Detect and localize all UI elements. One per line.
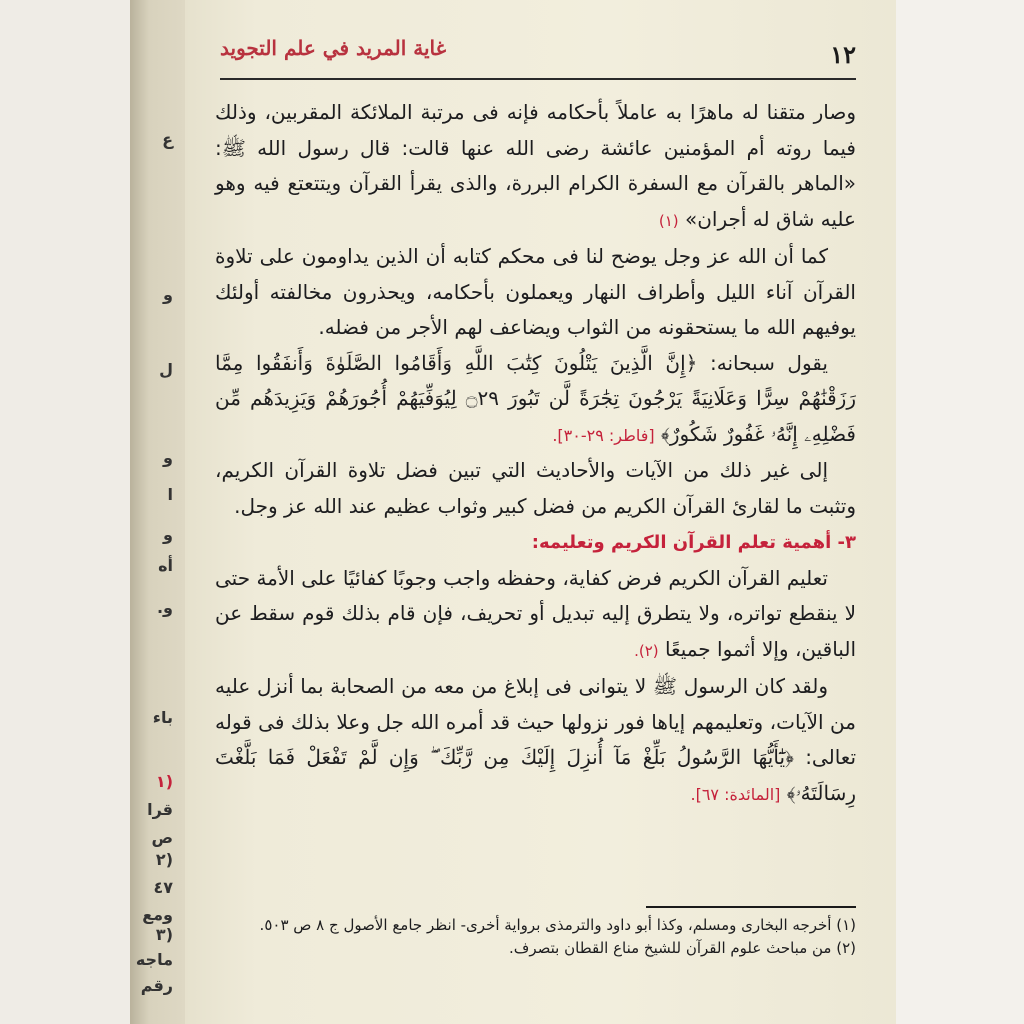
facing-page-fragment: ا [167,485,173,504]
paragraph [215,453,856,524]
book-title: غاية المريد في علم التجويد [220,36,447,60]
background-right [896,0,1024,1024]
page-number: ١٢ [830,40,856,69]
facing-page-fragment: (٢ [155,850,173,869]
paragraph-text: يقول سبحانه: [697,350,828,375]
facing-page-fragment: و [163,448,173,467]
surah-reference: [المائدة: ٦٧]. [690,784,781,804]
paragraph-text: كما أن الله عز وجل يوضح لنا فى محكم كتابه أن الذين يداومون على تلاوة القرآن آناء الليل وأطراف النهار ويعملون بأحكامه، ويحذرون مخالفته أولئك يوفيهم الله ما يستحقونه من الثواب ويضاعف لهم الأجر من فضله. [215,244,856,339]
footnote-reference: (١) [658,211,679,230]
running-header [220,34,856,80]
footnote-separator [646,906,856,908]
surah-reference: [فاطر: ٢٩-٣٠]. [552,425,655,445]
section-heading: ٣- أهمية تعلم القرآن الكريم وتعليمه: [531,532,856,553]
paragraph [215,95,856,239]
facing-page-fragment: ص [151,828,173,847]
paragraph-text: إلى غير ذلك من الآيات والأحاديث التي تبين فضل تلاوة القرآن الكريم، وتثبت ما لقارئ القرآن الكريم من فضل كبير وثواب عظيم عند الله عز وجل. [215,458,856,518]
paragraph [215,346,856,454]
book-page [185,0,896,1024]
footnotes [215,914,856,960]
facing-page-fragment: ٤٧ [153,878,173,897]
facing-page-fragment: رقم [140,976,173,995]
paragraph-text: تعليم القرآن الكريم فرض كفاية، وحفظه واجب وجوبًا كفائيًا على الأمة حتى لا ينقطع تواتره، ولا يتطرق إليه تبديل أو تحريف، فإن قام بذلك قوم سقط عن الباقين، وإلا أثموا جميعًا [215,565,856,661]
facing-page-fragment: ع [162,130,173,149]
facing-page-fragment: قرا [147,800,173,819]
section-heading-row [215,524,856,561]
footnote-reference: (٢). [634,641,659,660]
footnote: (١) أخرجه البخارى ومسلم، وكذا أبو داود والترمذى برواية أخرى- انظر جامع الأصول ج ٨ ص ٥٠٣. [259,916,856,934]
facing-page-fragment: ل [159,360,173,379]
paragraph-text: ولقد كان الرسول ﷺ لا يتوانى فى إبلاغ من معه من الصحابة بما أنزل عليه من الآيات، وتعليمهم إياها فور نزولها حيث قد أمره الله جل وعلا بذلك فى قوله تعالى: [215,674,857,769]
facing-page-fragment: ومع [142,905,173,924]
facing-page-fragment: باء [152,708,173,727]
facing-page-fragment: أه [158,556,173,575]
facing-page-edge [130,0,185,1024]
facing-page-fragment: و [163,285,173,304]
paragraph-text: وصار متقنا له ماهرًا به عاملاً بأحكامه فإنه فى مرتبة الملائكة المقربين، وذلك فيما روته أم المؤمنين عائشة رضى الله عنها قالت: قال رسول الله ﷺ: «الماهر بالقرآن مع السفرة الكرام البررة، والذى يقرأ القرآن ويتتعتع فيه وهو عليه شاق له أجران» [215,100,856,231]
quran-verse: ﴿يَٰٓأَيُّهَا الرَّسُولُ بَلِّغْ مَآ أُنزِلَ إِلَيْكَ مِن رَّبِّكَ ۖ وَإِن لَّمْ تَفْعَلْ فَمَا بَلَّغْتَ رِسَالَتَهُۥ﴾ [215,745,856,805]
facing-page-fragment: و [163,525,173,544]
paragraph [215,669,856,812]
paragraph [215,239,856,346]
facing-page-fragment: (١ [155,772,173,791]
facing-page-fragment: ماجه [135,950,173,969]
paragraph [215,561,856,670]
facing-page-fragment: (٣ [155,925,173,944]
footnote: (٢) من مباحث علوم القرآن للشيخ مناع القطان بتصرف. [509,939,856,957]
background-left [0,0,130,1024]
quran-verse: ﴿إِنَّ الَّذِينَ يَتْلُونَ كِتَٰبَ اللَّهِ وَأَقَامُوا الصَّلَوٰةَ وَأَنفَقُوا مِمَّا رَزَقْنَٰهُمْ سِرًّا وَعَلَانِيَةً يَرْجُونَ تِجَٰرَةً لَّن تَبُورَ ۝٢٩ لِيُوَفِّيَهُمْ أُجُورَهُمْ وَيَزِيدَهُم مِّن فَضْلِهِۦ إِنَّهُۥ غَفُورٌ شَكُورٌ﴾ [215,350,856,446]
main-text [215,95,856,812]
facing-page-fragment: و. [156,598,173,617]
